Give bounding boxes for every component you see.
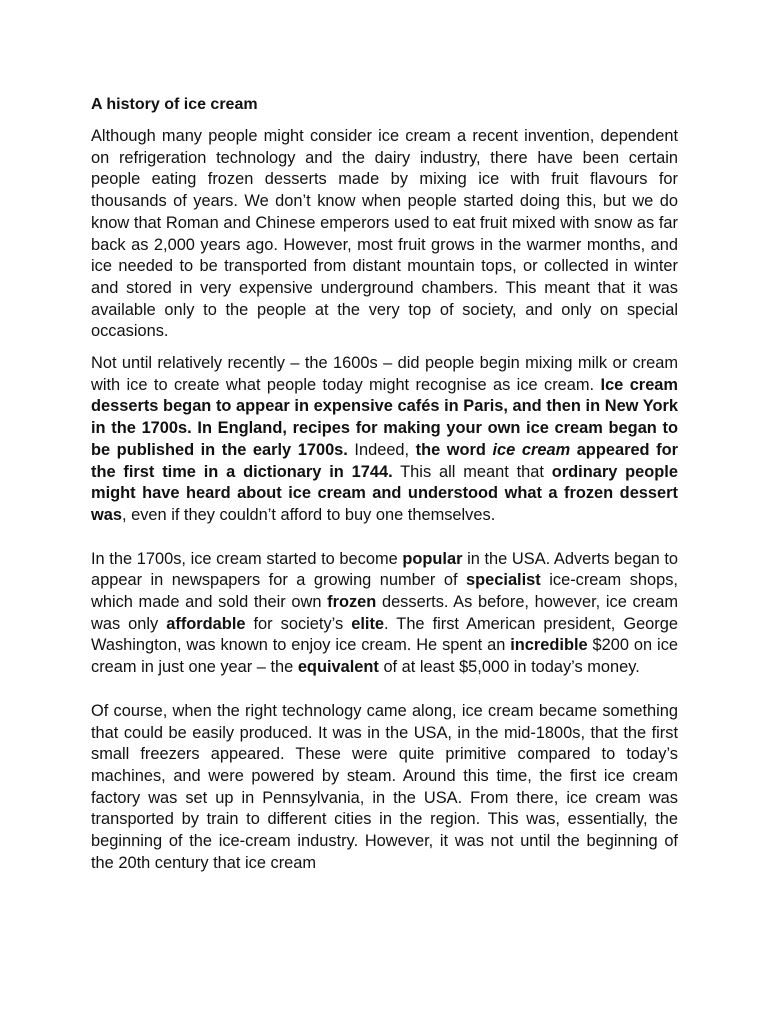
document-title: A history of ice cream xyxy=(91,96,258,113)
paragraph-3-text: for society’s xyxy=(245,614,352,633)
italic-term: ice cream xyxy=(492,440,571,459)
paragraph-3-text: ice-cream shops, which made and sold their own xyxy=(91,571,678,612)
paragraph-3-text: $200 on ice cream in just one year – the xyxy=(91,636,679,677)
paragraph-3-text: desserts. As before, however, ice cream was only xyxy=(91,593,678,633)
paragraph-1 xyxy=(91,126,678,343)
paragraph-2-text: This all meant that xyxy=(392,462,552,481)
bold-word: elite xyxy=(351,614,385,633)
bold-word: affordable xyxy=(166,614,246,633)
paragraph-3-text: In the 1700s, ice cream started to become xyxy=(91,549,403,568)
bold-text: Ice cream desserts began to appear in expensive cafés in Paris, and then in New York in the 1700s. In England, recipes for making your own ice cream began to be published in the early 1700s. xyxy=(91,375,678,459)
paragraph-2 xyxy=(91,353,678,527)
bold-word: specialist xyxy=(466,571,541,590)
bold-word: popular xyxy=(402,549,463,568)
bold-text: appeared for the first time in a dictionary in 1744. xyxy=(91,440,678,481)
paragraph-2-text: Not until relatively recently – the 1600s – did people begin mixing milk or cream with ice to create what people today might recognise as ice cream. xyxy=(91,354,678,394)
bold-word: frozen xyxy=(327,593,377,612)
paragraph-1-text: Although many people might consider ice cream a recent invention, dependent on refrigeration technology and the dairy industry, there have been certain people eating frozen desserts made by mixing ice with fruit flavours for thousands of years. We don’t know when people started doing this, but we do know that Roman and Chinese emperors used to eat fruit mixed with snow as far back as 2,000 years ago. However, most fruit grows in the warmer months, and ice needed to be transported from distant mountain tops, or collected in winter and stored in very expensive underground chambers. This meant that it was available only to the people at the very top of society, and only on special occasions. xyxy=(91,127,678,341)
document-page xyxy=(91,94,678,875)
bold-word: incredible xyxy=(510,636,588,655)
paragraph-3-text: . The first American president, George Washington, was known to enjoy ice cream. He spent an xyxy=(91,614,678,655)
bold-word: equivalent xyxy=(297,658,379,677)
paragraph-3-text: of at least $5,000 in today’s money. xyxy=(378,658,640,677)
paragraph-3 xyxy=(91,549,678,679)
paragraph-4-text: Of course, when the right technology came along, ice cream became something that could be easily produced. It was in the USA, in the mid-1800s, that the first small freezers appeared. These were quite primitive compared to today’s machines, and were powered by steam. Around this time, the first ice cream factory was set up in Pennsylvania, in the USA. From there, ice cream was transported by train to different cities in the region. This was, essentially, the beginning of the ice-cream industry. However, it was not until the beginning of the 20th century that ice cream xyxy=(91,701,678,872)
bold-italic-text xyxy=(493,441,571,459)
bold-text: the word xyxy=(415,440,493,459)
bold-text: ordinary people might have heard about ice cream and understood what a frozen dessert was xyxy=(91,462,678,524)
paragraph-4 xyxy=(91,701,678,875)
paragraph-3-text: in the USA. Adverts began to appear in newspapers for a growing number of xyxy=(91,549,679,590)
paragraph-2-text: Indeed, xyxy=(347,440,416,459)
paragraph-2-text: , even if they couldn’t afford to buy one themselves. xyxy=(121,505,496,524)
